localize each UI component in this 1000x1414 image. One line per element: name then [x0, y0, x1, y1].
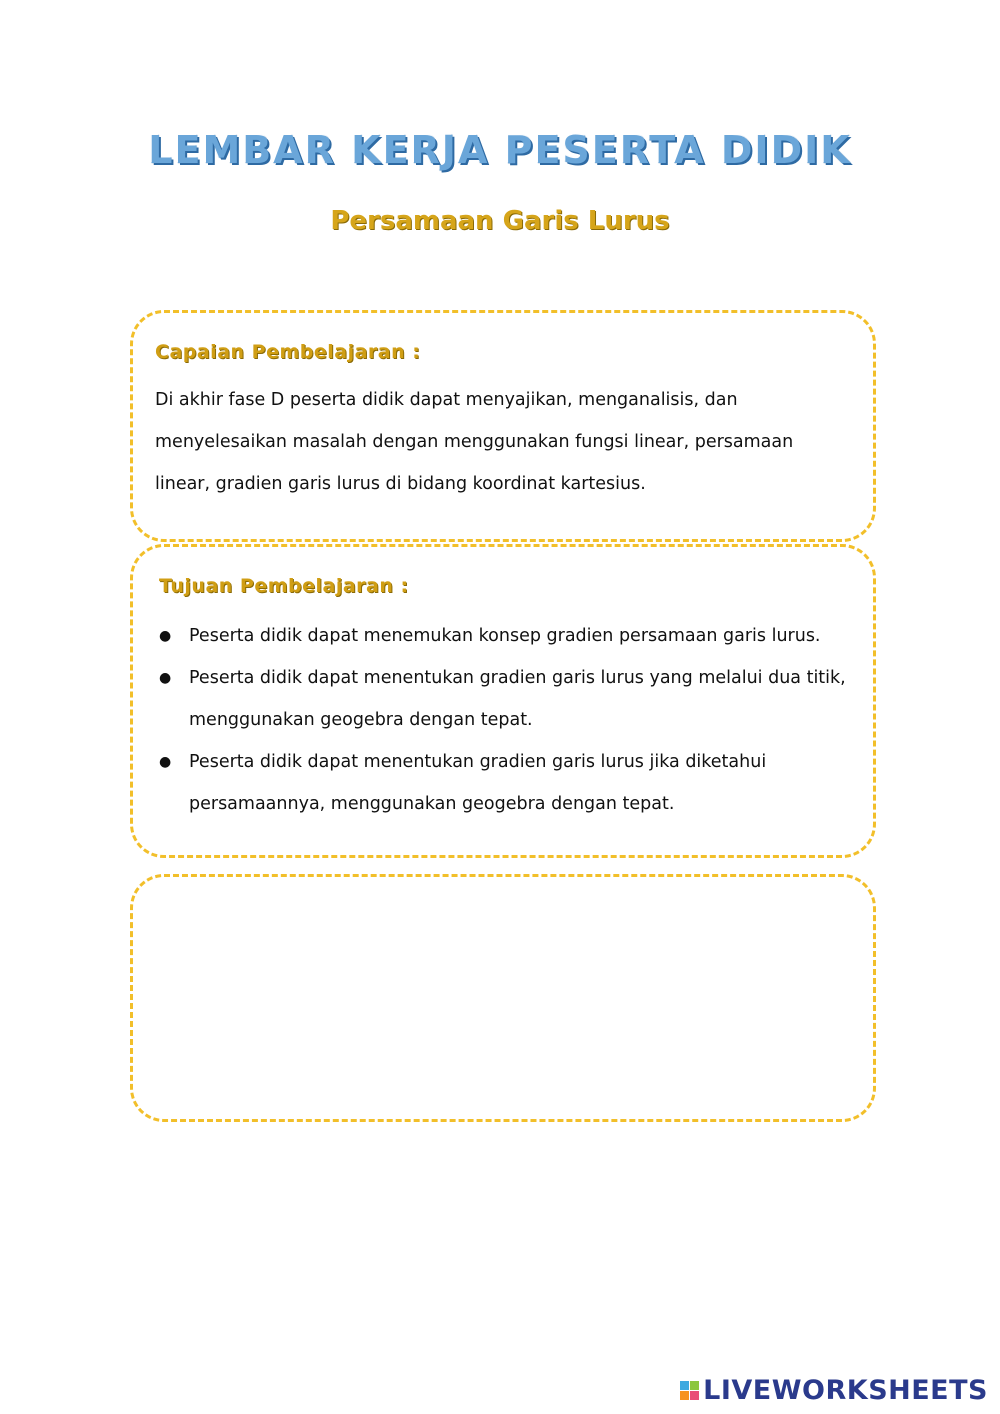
goal-text: Peserta didik dapat menentukan gradien garis lurus jika diketahui persamaannya, menggunakan geogebra dengan tepat.	[189, 752, 767, 814]
list-item	[155, 741, 855, 825]
capaian-heading: Capaian Pembelajaran :	[155, 341, 421, 363]
logo-text: LIVEWORKSHEETS	[703, 1375, 988, 1406]
list-item	[155, 615, 855, 657]
tujuan-heading: Tujuan Pembelajaran :	[159, 575, 409, 597]
goal-text: Peserta didik dapat menemukan konsep gradien persamaan garis lurus.	[189, 626, 821, 646]
page-subtitle: Persamaan Garis Lurus	[330, 206, 670, 236]
list-item	[155, 657, 855, 741]
liveworksheets-logo[interactable]	[680, 1375, 988, 1406]
empty-content-box	[130, 874, 876, 1122]
capaian-pembelajaran-box	[130, 310, 876, 542]
page-title: LEMBAR KERJA PESERTA DIDIK	[148, 128, 852, 172]
bullet-icon: ●	[159, 628, 172, 644]
tujuan-pembelajaran-box	[130, 544, 876, 858]
tujuan-list	[155, 615, 855, 825]
goal-text: Peserta didik dapat menentukan gradien garis lurus yang melalui dua titik, menggunakan geogebra dengan tepat.	[189, 668, 846, 730]
capaian-text: Di akhir fase D peserta didik dapat menyajikan, menganalisis, dan menyelesaikan masalah dengan menggunakan fungsi linear, persamaan linear, gradien garis lurus di bidang koordinat kartesius.	[155, 390, 794, 494]
liveworksheets-logo-icon	[680, 1381, 699, 1400]
bullet-icon: ●	[159, 670, 172, 686]
bullet-icon: ●	[159, 754, 172, 770]
